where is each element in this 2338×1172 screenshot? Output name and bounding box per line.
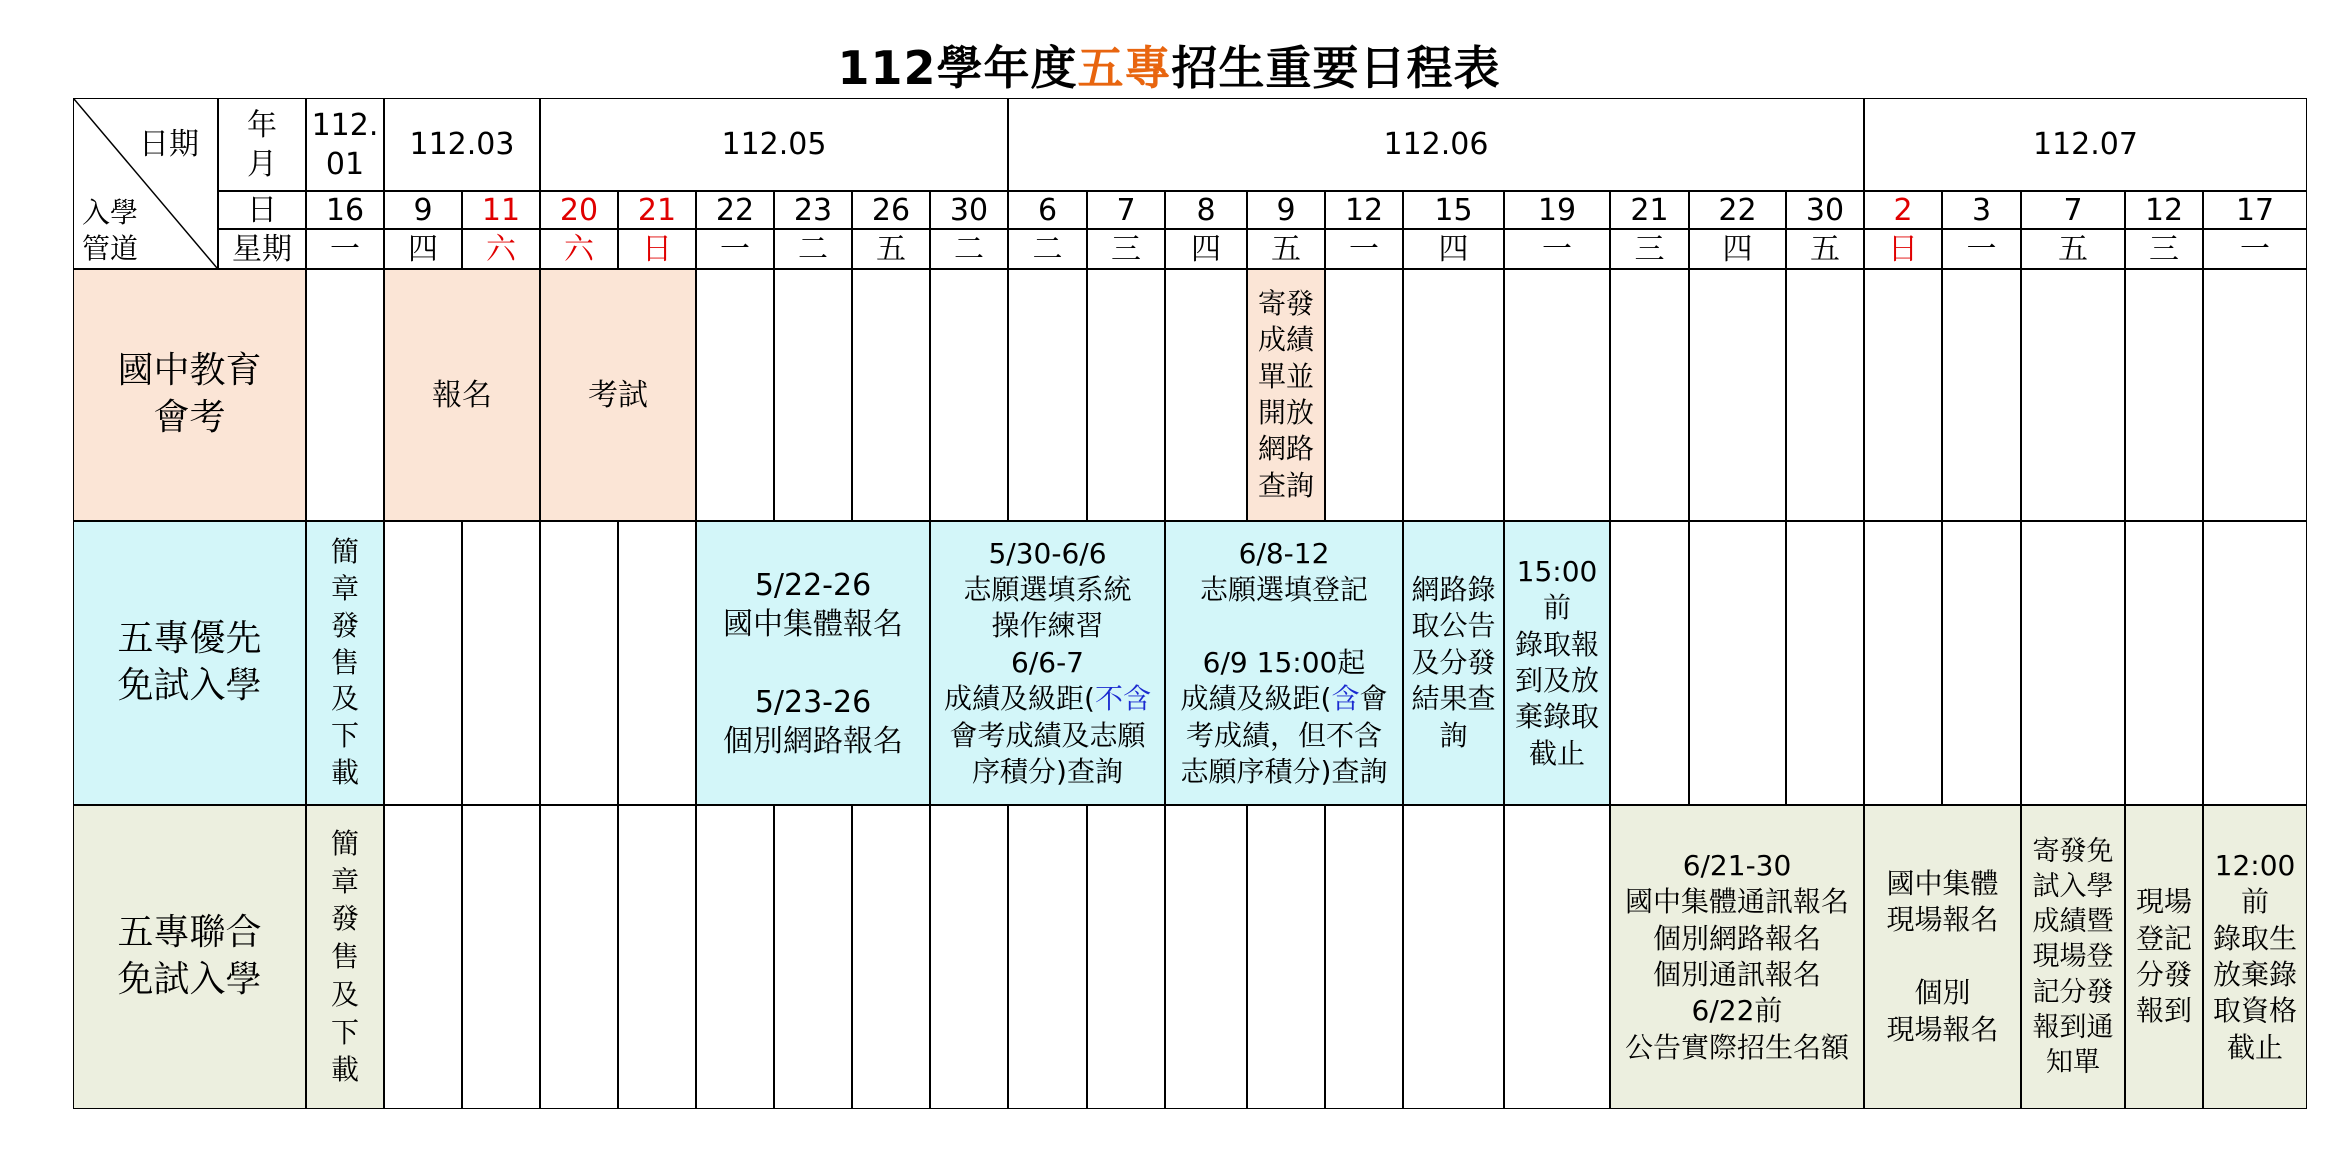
weekday-cell: 三	[1087, 229, 1165, 269]
weekday-cell: 四	[1689, 229, 1786, 269]
empty-cell	[2203, 521, 2307, 805]
weekday-cell: 二	[774, 229, 852, 269]
empty-cell	[1689, 521, 1786, 805]
weekday-cell: 六	[540, 229, 618, 269]
empty-cell	[1942, 521, 2021, 805]
empty-cell	[2021, 269, 2125, 521]
day-cell: 21	[1610, 191, 1689, 229]
priority-practice: 5/30-6/6 志願選填系統 操作練習 6/6-7 成績及級距(不含 會考成績及志願 序積分)查詢	[930, 521, 1165, 805]
day-cell: 3	[1942, 191, 2021, 229]
exam-test: 考試	[540, 269, 696, 521]
empty-cell	[1403, 269, 1504, 521]
weekday-cell: 一	[696, 229, 774, 269]
day-cell: 22	[1689, 191, 1786, 229]
weekday-cell: 五	[1786, 229, 1864, 269]
day-cell: 7	[2021, 191, 2125, 229]
empty-cell	[1247, 805, 1325, 1109]
row-label-priority: 五專優先 免試入學	[73, 521, 306, 805]
weekday-cell: 一	[1942, 229, 2021, 269]
weekday-cell: 五	[1247, 229, 1325, 269]
page-title: 112學年度五專招生重要日程表	[837, 41, 1501, 95]
row-label-exam: 國中教育 會考	[73, 269, 306, 521]
empty-cell	[930, 269, 1008, 521]
empty-cell	[1610, 521, 1689, 805]
empty-cell	[930, 805, 1008, 1109]
day-cell: 21	[618, 191, 696, 229]
empty-cell	[696, 805, 774, 1109]
empty-cell	[774, 805, 852, 1109]
empty-cell	[384, 521, 462, 805]
empty-cell	[1325, 805, 1403, 1109]
empty-cell	[1087, 805, 1165, 1109]
joint-brochure: 簡 章 發 售 及 下 載	[306, 805, 384, 1109]
exam-results: 寄發 成績 單並 開放 網路 查詢	[1247, 269, 1325, 521]
day-cell: 7	[1087, 191, 1165, 229]
day-cell: 9	[384, 191, 462, 229]
priority-brochure: 簡 章 發 售 及 下 載	[306, 521, 384, 805]
joint-mail-results: 寄發免 試入學 成績暨 現場登 記分發 報到通 知單	[2021, 805, 2125, 1109]
empty-cell	[1864, 521, 1942, 805]
day-cell: 11	[462, 191, 540, 229]
empty-cell	[618, 805, 696, 1109]
empty-cell	[852, 805, 930, 1109]
empty-cell	[2203, 269, 2307, 521]
day-cell: 8	[1165, 191, 1247, 229]
empty-cell	[618, 521, 696, 805]
day-cell: 20	[540, 191, 618, 229]
month-header: 112.06	[1008, 98, 1864, 191]
joint-onsite-signup: 國中集體 現場報名 個別 現場報名	[1864, 805, 2021, 1109]
day-cell: 17	[2203, 191, 2307, 229]
corner-header	[73, 98, 218, 269]
weekday-cell: 一	[1504, 229, 1610, 269]
empty-cell	[696, 269, 774, 521]
day-cell: 30	[1786, 191, 1864, 229]
priority-announcement: 網路錄 取公告 及分發 結果查 詢	[1403, 521, 1504, 805]
year-month-header: 年 月	[218, 98, 306, 191]
priority-registration: 6/8-12 志願選填登記 6/9 15:00起 成績及級距(含會 考成績，但不含 志願序積分)查詢	[1165, 521, 1403, 805]
empty-cell	[1008, 269, 1087, 521]
day-cell: 2	[1864, 191, 1942, 229]
empty-cell	[2125, 521, 2203, 805]
empty-cell	[1786, 269, 1864, 521]
joint-mail-signup: 6/21-30 國中集體通訊報名 個別網路報名 個別通訊報名 6/22前 公告實際招生名額	[1610, 805, 1864, 1109]
empty-cell	[1689, 269, 1786, 521]
day-cell: 12	[2125, 191, 2203, 229]
empty-cell	[306, 269, 384, 521]
empty-cell	[1165, 269, 1247, 521]
weekday-cell: 五	[852, 229, 930, 269]
empty-cell	[1504, 805, 1610, 1109]
joint-deadline: 12:00 前 錄取生 放棄錄 取資格 截止	[2203, 805, 2307, 1109]
empty-cell	[1504, 269, 1610, 521]
row-label-joint: 五專聯合 免試入學	[73, 805, 306, 1109]
day-cell: 22	[696, 191, 774, 229]
weekday-cell: 二	[930, 229, 1008, 269]
day-cell: 23	[774, 191, 852, 229]
priority-deadline: 15:00 前 錄取報 到及放 棄錄取 截止	[1504, 521, 1610, 805]
month-header: 112. 01	[306, 98, 384, 191]
weekday-cell: 六	[462, 229, 540, 269]
empty-cell	[462, 521, 540, 805]
corner-track-line2: 管道	[82, 232, 139, 265]
empty-cell	[540, 521, 618, 805]
empty-cell	[540, 805, 618, 1109]
empty-cell	[1325, 269, 1403, 521]
empty-cell	[1864, 269, 1942, 521]
day-header: 日	[218, 191, 306, 229]
day-cell: 30	[930, 191, 1008, 229]
weekday-header: 星期	[218, 229, 306, 269]
weekday-cell: 日	[1864, 229, 1942, 269]
empty-cell	[1786, 521, 1864, 805]
weekday-cell: 三	[1610, 229, 1689, 269]
priority-signup: 5/22-26 國中集體報名 5/23-26 個別網路報名	[696, 521, 930, 805]
day-cell: 15	[1403, 191, 1504, 229]
weekday-cell: 日	[618, 229, 696, 269]
empty-cell	[462, 805, 540, 1109]
weekday-cell: 三	[2125, 229, 2203, 269]
weekday-cell: 一	[1325, 229, 1403, 269]
corner-date-label: 日期	[139, 127, 199, 162]
empty-cell	[1008, 805, 1087, 1109]
weekday-cell: 一	[306, 229, 384, 269]
month-header: 112.07	[1864, 98, 2307, 191]
day-cell: 6	[1008, 191, 1087, 229]
weekday-cell: 四	[1165, 229, 1247, 269]
empty-cell	[774, 269, 852, 521]
day-cell: 26	[852, 191, 930, 229]
empty-cell	[1403, 805, 1504, 1109]
exam-registration: 報名	[384, 269, 540, 521]
weekday-cell: 四	[384, 229, 462, 269]
weekday-cell: 五	[2021, 229, 2125, 269]
empty-cell	[2125, 269, 2203, 521]
day-cell: 19	[1504, 191, 1610, 229]
empty-cell	[384, 805, 462, 1109]
day-cell: 12	[1325, 191, 1403, 229]
empty-cell	[1165, 805, 1247, 1109]
weekday-cell: 四	[1403, 229, 1504, 269]
month-header: 112.03	[384, 98, 540, 191]
joint-onsite-register: 現場 登記 分發 報到	[2125, 805, 2203, 1109]
empty-cell	[1942, 269, 2021, 521]
day-cell: 16	[306, 191, 384, 229]
day-cell: 9	[1247, 191, 1325, 229]
empty-cell	[1087, 269, 1165, 521]
corner-track-line1: 入學	[82, 196, 139, 229]
empty-cell	[2021, 521, 2125, 805]
empty-cell	[852, 269, 930, 521]
month-header: 112.05	[540, 98, 1008, 191]
empty-cell	[1610, 269, 1689, 521]
weekday-cell: 二	[1008, 229, 1087, 269]
weekday-cell: 一	[2203, 229, 2307, 269]
